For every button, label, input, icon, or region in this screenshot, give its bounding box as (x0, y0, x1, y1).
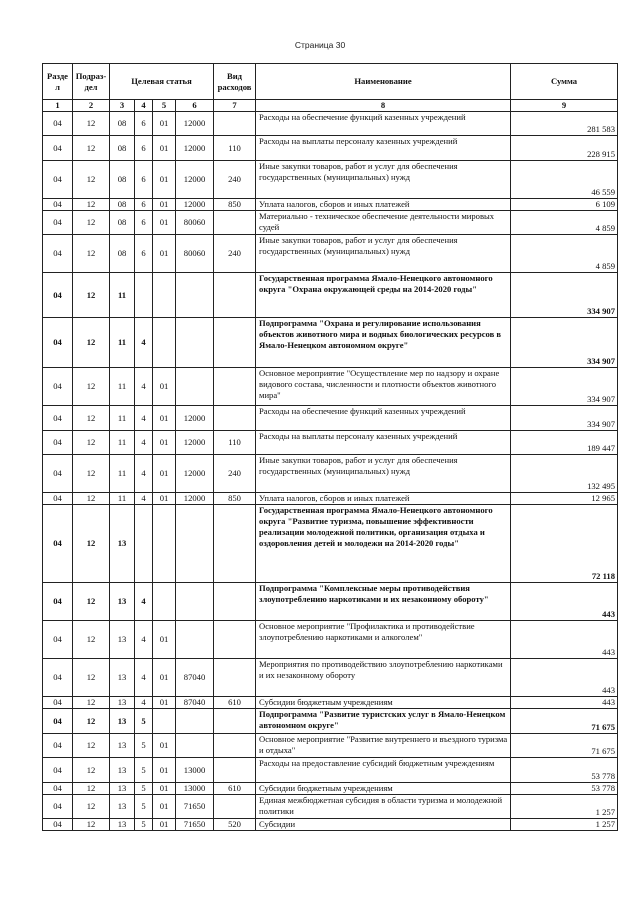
podrazdel-cell: 12 (73, 235, 110, 273)
podrazdel-cell: 12 (73, 112, 110, 136)
direction-cell: 12000 (176, 431, 214, 455)
expense-type-cell: 850 (214, 199, 256, 211)
direction-cell (176, 583, 214, 621)
subprogram-cell: 4 (135, 659, 153, 697)
program-cell: 13 (110, 734, 135, 758)
table-row (43, 758, 618, 783)
header-vid: Вид расходов (214, 64, 256, 100)
podrazdel-cell: 12 (73, 161, 110, 199)
event-cell: 01 (153, 783, 176, 795)
expense-type-cell (214, 758, 256, 783)
col-number: 5 (153, 100, 176, 112)
program-cell: 13 (110, 659, 135, 697)
sum-cell: 6 109 (511, 199, 618, 211)
podrazdel-cell: 12 (73, 583, 110, 621)
direction-cell: 12000 (176, 112, 214, 136)
table-row (43, 161, 618, 199)
subprogram-cell: 6 (135, 112, 153, 136)
direction-cell (176, 621, 214, 659)
table-row (43, 136, 618, 161)
direction-cell: 13000 (176, 758, 214, 783)
expense-type-cell (214, 709, 256, 734)
sum-cell: 281 583 (511, 112, 618, 136)
sum-cell: 12 965 (511, 493, 618, 505)
col-number: 1 (43, 100, 73, 112)
event-cell: 01 (153, 112, 176, 136)
name-cell: Подпрограмма "Охрана и регулирование использования объектов животного мира и водных биологических ресурсов в Ямало-Ненецком автономном округе" (256, 318, 511, 368)
subprogram-cell: 4 (135, 431, 153, 455)
col-number: 3 (110, 100, 135, 112)
page-label: Страница 30 (294, 40, 346, 50)
razdel-cell: 04 (43, 318, 73, 368)
table-row (43, 235, 618, 273)
razdel-cell: 04 (43, 431, 73, 455)
event-cell (153, 273, 176, 318)
subprogram-cell: 6 (135, 235, 153, 273)
header-razdel: Разде л (43, 64, 73, 100)
col-number: 8 (256, 100, 511, 112)
table-row (43, 795, 618, 819)
razdel-cell: 04 (43, 455, 73, 493)
subprogram-cell (135, 273, 153, 318)
program-cell: 08 (110, 199, 135, 211)
subprogram-cell: 6 (135, 199, 153, 211)
expense-type-cell (214, 273, 256, 318)
podrazdel-cell: 12 (73, 273, 110, 318)
event-cell: 01 (153, 431, 176, 455)
sum-cell: 72 118 (511, 505, 618, 583)
name-cell: Подпрограмма "Комплексные меры противодействия злоупотреблению наркотиками и их незаконному обороту" (256, 583, 511, 621)
razdel-cell: 04 (43, 583, 73, 621)
name-cell: Основное мероприятие "Развитие внутреннего и въездного туризма и отдыха" (256, 734, 511, 758)
expense-type-cell (214, 583, 256, 621)
direction-cell (176, 709, 214, 734)
name-cell: Иные закупки товаров, работ и услуг для обеспечения государственных (муниципальных) нужд (256, 235, 511, 273)
program-cell: 13 (110, 795, 135, 819)
program-cell: 13 (110, 819, 135, 831)
name-cell: Подпрограмма "Развитие туристских услуг в Ямало-Ненецком автономном округе" (256, 709, 511, 734)
table-row (43, 211, 618, 235)
subprogram-cell: 6 (135, 161, 153, 199)
subprogram-cell: 4 (135, 493, 153, 505)
sum-cell: 53 778 (511, 758, 618, 783)
podrazdel-cell: 12 (73, 758, 110, 783)
event-cell: 01 (153, 819, 176, 831)
razdel-cell: 04 (43, 211, 73, 235)
program-cell: 13 (110, 783, 135, 795)
name-cell: Основное мероприятие "Осуществление мер по надзору и охране видового состава, численности и плотности объектов животного мира" (256, 368, 511, 406)
direction-cell (176, 318, 214, 368)
razdel-cell: 04 (43, 273, 73, 318)
razdel-cell: 04 (43, 136, 73, 161)
event-cell (153, 709, 176, 734)
table-row (43, 493, 618, 505)
table-row (43, 406, 618, 431)
podrazdel-cell: 12 (73, 621, 110, 659)
table-row (43, 783, 618, 795)
razdel-cell: 04 (43, 758, 73, 783)
sum-cell: 71 675 (511, 709, 618, 734)
subprogram-cell: 5 (135, 758, 153, 783)
name-cell: Государственная программа Ямало-Ненецкого автономного округа "Развитие туризма, повышение эффективности реализации молодежной политики, организация отдыха и оздоровления детей и молодежи на 2014-2020 годы" (256, 505, 511, 583)
direction-cell: 80060 (176, 211, 214, 235)
sum-cell: 443 (511, 697, 618, 709)
event-cell: 01 (153, 161, 176, 199)
podrazdel-cell: 12 (73, 368, 110, 406)
event-cell: 01 (153, 455, 176, 493)
sum-cell: 334 907 (511, 273, 618, 318)
table-row (43, 697, 618, 709)
program-cell: 08 (110, 112, 135, 136)
subprogram-cell: 4 (135, 583, 153, 621)
name-cell: Уплата налогов, сборов и иных платежей (256, 493, 511, 505)
direction-cell (176, 273, 214, 318)
podrazdel-cell: 12 (73, 783, 110, 795)
podrazdel-cell: 12 (73, 505, 110, 583)
table-row (43, 583, 618, 621)
event-cell (153, 505, 176, 583)
sum-cell: 228 915 (511, 136, 618, 161)
table-row (43, 318, 618, 368)
direction-cell: 71650 (176, 795, 214, 819)
expense-type-cell: 610 (214, 697, 256, 709)
podrazdel-cell: 12 (73, 795, 110, 819)
razdel-cell: 04 (43, 505, 73, 583)
sum-cell: 443 (511, 621, 618, 659)
column-number-row (43, 100, 618, 112)
razdel-cell: 04 (43, 734, 73, 758)
program-cell: 11 (110, 273, 135, 318)
program-cell: 13 (110, 505, 135, 583)
col-number: 7 (214, 100, 256, 112)
razdel-cell: 04 (43, 697, 73, 709)
subprogram-cell: 4 (135, 697, 153, 709)
table-row (43, 112, 618, 136)
podrazdel-cell: 12 (73, 734, 110, 758)
header-podrazdel: Подраз- дел (73, 64, 110, 100)
expense-type-cell (214, 368, 256, 406)
event-cell: 01 (153, 659, 176, 697)
direction-cell: 12000 (176, 161, 214, 199)
podrazdel-cell: 12 (73, 455, 110, 493)
direction-cell: 12000 (176, 455, 214, 493)
table-row (43, 455, 618, 493)
header-row (43, 64, 618, 100)
table-row (43, 431, 618, 455)
name-cell: Государственная программа Ямало-Ненецкого автономного округа "Охрана окружающей среды на 2014-2020 годы" (256, 273, 511, 318)
event-cell: 01 (153, 136, 176, 161)
subprogram-cell: 4 (135, 455, 153, 493)
razdel-cell: 04 (43, 493, 73, 505)
expense-type-cell (214, 318, 256, 368)
expense-type-cell: 850 (214, 493, 256, 505)
name-cell: Иные закупки товаров, работ и услуг для обеспечения государственных (муниципальных) нужд (256, 161, 511, 199)
expense-type-cell: 110 (214, 431, 256, 455)
sum-cell: 53 778 (511, 783, 618, 795)
expense-type-cell: 610 (214, 783, 256, 795)
razdel-cell: 04 (43, 659, 73, 697)
expense-type-cell (214, 734, 256, 758)
program-cell: 08 (110, 136, 135, 161)
direction-cell: 12000 (176, 136, 214, 161)
sum-cell: 132 495 (511, 455, 618, 493)
sum-cell: 1 257 (511, 819, 618, 831)
program-cell: 11 (110, 406, 135, 431)
subprogram-cell: 5 (135, 709, 153, 734)
podrazdel-cell: 12 (73, 697, 110, 709)
name-cell: Расходы на обеспечение функций казенных учреждений (256, 406, 511, 431)
razdel-cell: 04 (43, 368, 73, 406)
subprogram-cell: 4 (135, 406, 153, 431)
table-row (43, 505, 618, 583)
program-cell: 13 (110, 709, 135, 734)
razdel-cell: 04 (43, 161, 73, 199)
event-cell: 01 (153, 199, 176, 211)
expense-type-cell (214, 795, 256, 819)
name-cell: Расходы на выплаты персоналу казенных учреждений (256, 136, 511, 161)
event-cell: 01 (153, 493, 176, 505)
table-row (43, 199, 618, 211)
sum-cell: 189 447 (511, 431, 618, 455)
name-cell: Мероприятия по противодействию злоупотреблению наркотиками и их незаконному обороту (256, 659, 511, 697)
expense-type-cell: 240 (214, 455, 256, 493)
col-number: 9 (511, 100, 618, 112)
subprogram-cell: 5 (135, 795, 153, 819)
program-cell: 13 (110, 621, 135, 659)
header-celevaya: Целевая статья (110, 64, 214, 100)
program-cell: 11 (110, 318, 135, 368)
razdel-cell: 04 (43, 783, 73, 795)
program-cell: 11 (110, 368, 135, 406)
table-row (43, 659, 618, 697)
direction-cell: 87040 (176, 659, 214, 697)
expense-type-cell (214, 621, 256, 659)
event-cell (153, 583, 176, 621)
name-cell: Основное мероприятие "Профилактика и противодействие злоупотреблению наркотиками и алкоголем" (256, 621, 511, 659)
name-cell: Субсидии бюджетным учреждениям (256, 783, 511, 795)
direction-cell: 71650 (176, 819, 214, 831)
table-row (43, 368, 618, 406)
name-cell: Субсидии (256, 819, 511, 831)
subprogram-cell: 4 (135, 318, 153, 368)
expense-type-cell: 110 (214, 136, 256, 161)
sum-cell: 46 559 (511, 161, 618, 199)
expense-type-cell: 240 (214, 235, 256, 273)
sum-cell: 71 675 (511, 734, 618, 758)
name-cell: Расходы на предоставление субсидий бюджетным учреждениям (256, 758, 511, 783)
sum-cell: 443 (511, 583, 618, 621)
header-name: Наименование (256, 64, 511, 100)
subprogram-cell: 6 (135, 211, 153, 235)
program-cell: 13 (110, 583, 135, 621)
event-cell: 01 (153, 734, 176, 758)
expense-type-cell (214, 406, 256, 431)
razdel-cell: 04 (43, 709, 73, 734)
podrazdel-cell: 12 (73, 493, 110, 505)
table-body (43, 112, 618, 831)
sum-cell: 4 859 (511, 235, 618, 273)
table-row (43, 273, 618, 318)
podrazdel-cell: 12 (73, 211, 110, 235)
razdel-cell: 04 (43, 795, 73, 819)
program-cell: 11 (110, 493, 135, 505)
podrazdel-cell: 12 (73, 431, 110, 455)
razdel-cell: 04 (43, 235, 73, 273)
event-cell: 01 (153, 368, 176, 406)
col-number: 2 (73, 100, 110, 112)
subprogram-cell: 4 (135, 621, 153, 659)
table-row (43, 734, 618, 758)
direction-cell: 87040 (176, 697, 214, 709)
name-cell: Единая межбюджетная субсидия в области туризма и молодежной политики (256, 795, 511, 819)
podrazdel-cell: 12 (73, 406, 110, 431)
event-cell: 01 (153, 406, 176, 431)
podrazdel-cell: 12 (73, 318, 110, 368)
program-cell: 08 (110, 235, 135, 273)
sum-cell: 443 (511, 659, 618, 697)
name-cell: Уплата налогов, сборов и иных платежей (256, 199, 511, 211)
subprogram-cell: 5 (135, 819, 153, 831)
podrazdel-cell: 12 (73, 136, 110, 161)
subprogram-cell (135, 505, 153, 583)
program-cell: 11 (110, 455, 135, 493)
sum-cell: 334 907 (511, 368, 618, 406)
sum-cell: 1 257 (511, 795, 618, 819)
direction-cell (176, 734, 214, 758)
expense-type-cell (214, 505, 256, 583)
col-number: 6 (176, 100, 214, 112)
podrazdel-cell: 12 (73, 819, 110, 831)
event-cell (153, 318, 176, 368)
budget-table (42, 63, 618, 831)
expense-type-cell (214, 112, 256, 136)
event-cell: 01 (153, 235, 176, 273)
header-summa: Сумма (511, 64, 618, 100)
event-cell: 01 (153, 758, 176, 783)
table-row (43, 819, 618, 831)
podrazdel-cell: 12 (73, 199, 110, 211)
subprogram-cell: 5 (135, 783, 153, 795)
program-cell: 13 (110, 697, 135, 709)
direction-cell: 12000 (176, 406, 214, 431)
col-number: 4 (135, 100, 153, 112)
subprogram-cell: 5 (135, 734, 153, 758)
name-cell: Расходы на выплаты персоналу казенных учреждений (256, 431, 511, 455)
podrazdel-cell: 12 (73, 709, 110, 734)
razdel-cell: 04 (43, 199, 73, 211)
event-cell: 01 (153, 211, 176, 235)
razdel-cell: 04 (43, 621, 73, 659)
razdel-cell: 04 (43, 406, 73, 431)
expense-type-cell (214, 659, 256, 697)
razdel-cell: 04 (43, 819, 73, 831)
direction-cell: 12000 (176, 493, 214, 505)
program-cell: 13 (110, 758, 135, 783)
direction-cell: 80060 (176, 235, 214, 273)
direction-cell (176, 368, 214, 406)
table-row (43, 621, 618, 659)
name-cell: Иные закупки товаров, работ и услуг для обеспечения государственных (муниципальных) нужд (256, 455, 511, 493)
direction-cell (176, 505, 214, 583)
subprogram-cell: 6 (135, 136, 153, 161)
direction-cell: 13000 (176, 783, 214, 795)
program-cell: 08 (110, 211, 135, 235)
sum-cell: 4 859 (511, 211, 618, 235)
event-cell: 01 (153, 697, 176, 709)
name-cell: Субсидии бюджетным учреждениям (256, 697, 511, 709)
event-cell: 01 (153, 795, 176, 819)
event-cell: 01 (153, 621, 176, 659)
expense-type-cell: 520 (214, 819, 256, 831)
razdel-cell: 04 (43, 112, 73, 136)
expense-type-cell: 240 (214, 161, 256, 199)
sum-cell: 334 907 (511, 318, 618, 368)
name-cell: Расходы на обеспечение функций казенных учреждений (256, 112, 511, 136)
name-cell: Материально - техническое обеспечение деятельности мировых судей (256, 211, 511, 235)
podrazdel-cell: 12 (73, 659, 110, 697)
direction-cell: 12000 (176, 199, 214, 211)
sum-cell: 334 907 (511, 406, 618, 431)
subprogram-cell: 4 (135, 368, 153, 406)
expense-type-cell (214, 211, 256, 235)
program-cell: 08 (110, 161, 135, 199)
program-cell: 11 (110, 431, 135, 455)
table-row (43, 709, 618, 734)
